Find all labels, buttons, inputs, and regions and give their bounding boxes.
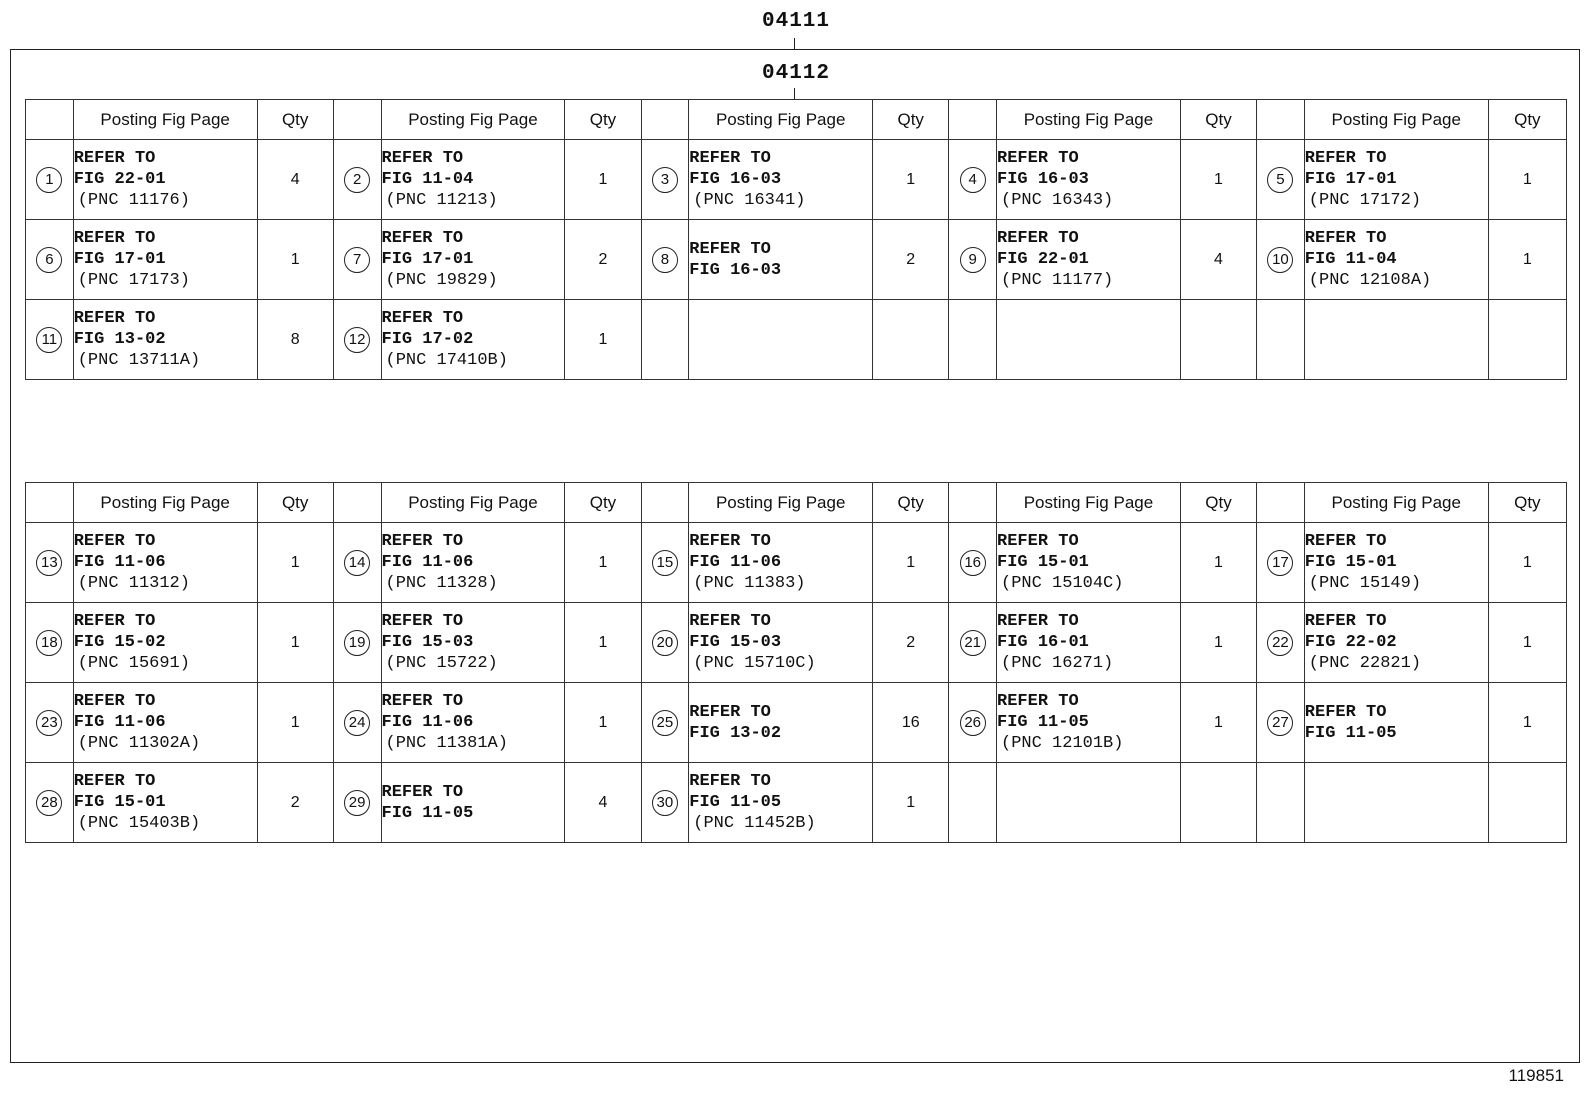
header-posting-fig-page: Posting Fig Page [997, 100, 1181, 140]
qty-cell [1488, 763, 1566, 843]
item-number-badge: 11 [36, 327, 62, 353]
header-number-cell [26, 483, 74, 523]
figure-id: 119851 [1508, 1066, 1564, 1085]
reference-cell [1304, 683, 1488, 763]
qty-cell: 1 [257, 603, 333, 683]
item-number-badge: 12 [344, 327, 370, 353]
reference-cell [381, 683, 565, 763]
header-qty: Qty [257, 483, 333, 523]
qty-cell: 1 [1180, 683, 1256, 763]
item-number-cell [641, 763, 689, 843]
pnc-text: (PNC 11312) [77, 574, 190, 593]
reference-table-2 [25, 482, 1567, 843]
reference-cell [997, 603, 1181, 683]
header-posting-fig-page: Posting Fig Page [381, 100, 565, 140]
reference-cell [73, 763, 257, 843]
pnc-text: (PNC 15691) [77, 654, 190, 673]
qty-cell: 1 [1488, 603, 1566, 683]
fig-page-text: FIG 11-06 [689, 553, 782, 572]
item-number-badge: 18 [36, 630, 62, 656]
qty-cell: 2 [257, 763, 333, 843]
qty-cell: 1 [257, 220, 333, 300]
fig-page-text: FIG 11-04 [1304, 250, 1397, 269]
reference-cell [381, 603, 565, 683]
reference-cell [689, 300, 873, 380]
refer-to-text: REFER TO [1304, 149, 1387, 168]
header-qty: Qty [565, 483, 641, 523]
item-number-badge: 5 [1267, 167, 1293, 193]
header-posting-fig-page: Posting Fig Page [997, 483, 1181, 523]
refer-to-text: REFER TO [73, 149, 156, 168]
header-row [26, 100, 1567, 140]
qty-cell [1180, 300, 1256, 380]
pnc-text: (PNC 17173) [77, 271, 190, 290]
reference-cell [689, 523, 873, 603]
header-qty: Qty [565, 100, 641, 140]
refer-to-text: REFER TO [997, 692, 1079, 711]
header-number-cell [26, 100, 74, 140]
table-row [26, 300, 1567, 380]
qty-cell: 1 [873, 140, 949, 220]
item-number-badge: 4 [960, 167, 986, 193]
fig-page-text: FIG 17-02 [381, 330, 474, 349]
item-number-cell [949, 683, 997, 763]
table-row [26, 683, 1567, 763]
reference-cell [997, 220, 1181, 300]
refer-to-text: REFER TO [73, 532, 156, 551]
reference-cell [1304, 763, 1488, 843]
pnc-text: (PNC 12101B) [1001, 734, 1124, 753]
refer-to-text: REFER TO [73, 772, 156, 791]
header-qty: Qty [873, 100, 949, 140]
pnc-text: (PNC 17410B) [385, 351, 508, 370]
fig-page-text: FIG 15-03 [689, 633, 782, 652]
item-number-cell [641, 603, 689, 683]
refer-to-text: REFER TO [381, 532, 464, 551]
refer-to-text: REFER TO [1304, 612, 1387, 631]
reference-cell [997, 763, 1181, 843]
fig-page-text: FIG 16-03 [997, 170, 1089, 189]
fig-page-text: FIG 15-01 [73, 793, 166, 812]
pnc-text: (PNC 11452B) [693, 814, 816, 833]
assembly-code: 04111 [762, 10, 831, 33]
reference-cell [73, 603, 257, 683]
fig-page-text: FIG 22-01 [997, 250, 1089, 269]
item-number-cell [641, 300, 689, 380]
header-qty: Qty [1488, 100, 1566, 140]
item-number-cell [333, 683, 381, 763]
header-number-cell [641, 483, 689, 523]
refer-to-text: REFER TO [381, 612, 464, 631]
reference-cell [997, 523, 1181, 603]
reference-cell [1304, 140, 1488, 220]
reference-cell [997, 300, 1181, 380]
header-number-cell [1257, 100, 1305, 140]
refer-to-text: REFER TO [689, 532, 771, 551]
item-number-cell [1257, 220, 1305, 300]
fig-page-text: FIG 16-03 [689, 260, 782, 280]
subassembly-code: 04112 [762, 62, 831, 85]
fig-page-text: FIG 15-01 [1304, 553, 1397, 572]
header-posting-fig-page: Posting Fig Page [1304, 100, 1488, 140]
header-qty: Qty [1180, 483, 1256, 523]
qty-cell: 1 [1488, 220, 1566, 300]
refer-to-text: REFER TO [997, 612, 1079, 631]
fig-page-text: FIG 15-01 [997, 553, 1089, 572]
item-number-badge: 26 [960, 710, 986, 736]
item-number-cell [1257, 523, 1305, 603]
item-number-badge: 19 [344, 630, 370, 656]
header-posting-fig-page: Posting Fig Page [381, 483, 565, 523]
reference-cell [689, 603, 873, 683]
refer-to-text: REFER TO [381, 692, 464, 711]
refer-to-text: REFER TO [689, 239, 771, 259]
refer-to-text: REFER TO [689, 772, 771, 791]
item-number-cell [26, 683, 74, 763]
reference-cell [381, 220, 565, 300]
reference-cell [997, 140, 1181, 220]
item-number-badge: 27 [1267, 710, 1293, 736]
pnc-text: (PNC 22821) [1308, 654, 1422, 673]
header-qty: Qty [873, 483, 949, 523]
fig-page-text: FIG 22-02 [1304, 633, 1397, 652]
table-row [26, 603, 1567, 683]
header-posting-fig-page: Posting Fig Page [73, 100, 257, 140]
reference-cell [689, 140, 873, 220]
item-number-cell [26, 523, 74, 603]
header-qty: Qty [257, 100, 333, 140]
header-number-cell [949, 483, 997, 523]
reference-cell [381, 300, 565, 380]
refer-to-text: REFER TO [997, 532, 1079, 551]
qty-cell: 1 [1488, 140, 1566, 220]
item-number-badge: 17 [1267, 550, 1293, 576]
item-number-badge: 22 [1267, 630, 1293, 656]
item-number-cell [26, 763, 74, 843]
reference-cell [1304, 603, 1488, 683]
table-row [26, 763, 1567, 843]
qty-cell: 2 [873, 603, 949, 683]
item-number-cell [333, 140, 381, 220]
refer-to-text: REFER TO [73, 692, 156, 711]
qty-cell: 4 [565, 763, 641, 843]
header-number-cell [949, 100, 997, 140]
qty-cell: 1 [565, 140, 641, 220]
item-number-cell [1257, 603, 1305, 683]
refer-to-text: REFER TO [1304, 532, 1387, 551]
refer-to-text: REFER TO [689, 702, 771, 722]
qty-cell [1180, 763, 1256, 843]
item-number-cell [333, 763, 381, 843]
item-number-cell [641, 683, 689, 763]
fig-page-text: FIG 15-02 [73, 633, 166, 652]
pnc-text: (PNC 13711A) [77, 351, 201, 370]
item-number-badge: 8 [652, 247, 678, 273]
item-number-badge: 3 [652, 167, 678, 193]
pnc-text: (PNC 11383) [693, 574, 806, 593]
header-posting-fig-page: Posting Fig Page [73, 483, 257, 523]
fig-page-text: FIG 11-05 [381, 803, 474, 823]
qty-cell: 1 [565, 683, 641, 763]
qty-cell: 1 [565, 523, 641, 603]
qty-cell: 1 [257, 523, 333, 603]
qty-cell: 1 [1180, 603, 1256, 683]
item-number-cell [641, 140, 689, 220]
qty-cell: 1 [873, 763, 949, 843]
subassembly-leader-line [794, 88, 795, 99]
fig-page-text: FIG 17-01 [1304, 170, 1397, 189]
refer-to-text: REFER TO [73, 309, 156, 328]
item-number-cell [641, 523, 689, 603]
reference-cell [73, 683, 257, 763]
fig-page-text: FIG 13-02 [689, 723, 782, 743]
item-number-badge: 23 [36, 710, 62, 736]
header-number-cell [641, 100, 689, 140]
item-number-cell [949, 523, 997, 603]
reference-cell [689, 683, 873, 763]
qty-cell [1488, 300, 1566, 380]
reference-cell [381, 763, 565, 843]
header-number-cell [333, 100, 381, 140]
header-qty: Qty [1488, 483, 1566, 523]
header-number-cell [333, 483, 381, 523]
assembly-leader-line [794, 38, 795, 49]
qty-cell: 1 [1180, 523, 1256, 603]
fig-page-text: FIG 11-06 [73, 713, 166, 732]
item-number-badge: 2 [344, 167, 370, 193]
qty-cell: 1 [1180, 140, 1256, 220]
qty-cell: 1 [565, 300, 641, 380]
fig-page-text: FIG 16-03 [689, 170, 782, 189]
header-qty: Qty [1180, 100, 1256, 140]
item-number-badge: 30 [652, 790, 678, 816]
reference-cell [381, 140, 565, 220]
reference-cell [689, 220, 873, 300]
fig-page-text: FIG 11-06 [381, 553, 474, 572]
item-number-badge: 9 [960, 247, 986, 273]
item-number-cell [949, 603, 997, 683]
item-number-cell [1257, 683, 1305, 763]
item-number-badge: 25 [652, 710, 678, 736]
item-number-cell [641, 220, 689, 300]
item-number-cell [949, 763, 997, 843]
fig-page-text: FIG 16-01 [997, 633, 1089, 652]
fig-page-text: FIG 15-03 [381, 633, 474, 652]
reference-cell [1304, 220, 1488, 300]
qty-cell: 16 [873, 683, 949, 763]
item-number-badge: 24 [344, 710, 370, 736]
item-number-badge: 14 [344, 550, 370, 576]
item-number-cell [333, 523, 381, 603]
item-number-badge: 29 [344, 790, 370, 816]
pnc-text: (PNC 11328) [385, 574, 498, 593]
item-number-cell [333, 300, 381, 380]
qty-cell: 1 [873, 523, 949, 603]
refer-to-text: REFER TO [381, 782, 464, 802]
refer-to-text: REFER TO [689, 612, 771, 631]
item-number-badge: 13 [36, 550, 62, 576]
item-number-cell [333, 220, 381, 300]
pnc-text: (PNC 16271) [1001, 654, 1114, 673]
pnc-text: (PNC 17172) [1308, 191, 1422, 210]
pnc-text: (PNC 15149) [1308, 574, 1422, 593]
item-number-badge: 16 [960, 550, 986, 576]
pnc-text: (PNC 11381A) [385, 734, 508, 753]
pnc-text: (PNC 16341) [693, 191, 806, 210]
item-number-cell [26, 300, 74, 380]
item-number-cell [1257, 140, 1305, 220]
pnc-text: (PNC 19829) [385, 271, 498, 290]
reference-cell [73, 220, 257, 300]
pnc-text: (PNC 11213) [385, 191, 498, 210]
refer-to-text: REFER TO [997, 229, 1079, 248]
reference-cell [381, 523, 565, 603]
item-number-badge: 10 [1267, 247, 1293, 273]
refer-to-text: REFER TO [1304, 702, 1387, 722]
refer-to-text: REFER TO [73, 229, 156, 248]
qty-cell: 4 [257, 140, 333, 220]
item-number-badge: 1 [36, 167, 62, 193]
pnc-text: (PNC 11176) [77, 191, 190, 210]
fig-page-text: FIG 17-01 [73, 250, 166, 269]
qty-cell: 2 [873, 220, 949, 300]
pnc-text: (PNC 12108A) [1308, 271, 1432, 290]
header-posting-fig-page: Posting Fig Page [1304, 483, 1488, 523]
table-row [26, 220, 1567, 300]
item-number-badge: 21 [960, 630, 986, 656]
item-number-cell [949, 300, 997, 380]
fig-page-text: FIG 11-05 [689, 793, 782, 812]
pnc-text: (PNC 16343) [1001, 191, 1114, 210]
refer-to-text: REFER TO [381, 229, 464, 248]
pnc-text: (PNC 15710C) [693, 654, 816, 673]
fig-page-text: FIG 11-05 [997, 713, 1089, 732]
header-posting-fig-page: Posting Fig Page [689, 483, 873, 523]
refer-to-text: REFER TO [1304, 229, 1387, 248]
pnc-text: (PNC 11177) [1001, 271, 1114, 290]
fig-page-text: FIG 22-01 [73, 170, 166, 189]
reference-table-1 [25, 99, 1567, 380]
refer-to-text: REFER TO [381, 149, 464, 168]
item-number-cell [26, 140, 74, 220]
refer-to-text: REFER TO [381, 309, 464, 328]
item-number-cell [949, 140, 997, 220]
refer-to-text: REFER TO [997, 149, 1079, 168]
reference-cell [73, 140, 257, 220]
item-number-cell [1257, 763, 1305, 843]
qty-cell [873, 300, 949, 380]
qty-cell: 8 [257, 300, 333, 380]
item-number-badge: 6 [36, 247, 62, 273]
fig-page-text: FIG 11-06 [381, 713, 474, 732]
reference-cell [73, 300, 257, 380]
qty-cell: 2 [565, 220, 641, 300]
item-number-cell [333, 603, 381, 683]
pnc-text: (PNC 15403B) [77, 814, 201, 833]
pnc-text: (PNC 11302A) [77, 734, 201, 753]
table-row [26, 140, 1567, 220]
item-number-badge: 7 [344, 247, 370, 273]
reference-cell [1304, 523, 1488, 603]
fig-page-text: FIG 13-02 [73, 330, 166, 349]
qty-cell: 1 [1488, 523, 1566, 603]
reference-cell [1304, 300, 1488, 380]
item-number-cell [26, 220, 74, 300]
refer-to-text: REFER TO [689, 149, 771, 168]
item-number-badge: 15 [652, 550, 678, 576]
fig-page-text: FIG 11-04 [381, 170, 474, 189]
qty-cell: 1 [257, 683, 333, 763]
item-number-cell [949, 220, 997, 300]
qty-cell: 1 [565, 603, 641, 683]
header-row [26, 483, 1567, 523]
reference-cell [997, 683, 1181, 763]
qty-cell: 1 [1488, 683, 1566, 763]
item-number-cell [26, 603, 74, 683]
header-number-cell [1257, 483, 1305, 523]
reference-cell [73, 523, 257, 603]
header-posting-fig-page: Posting Fig Page [689, 100, 873, 140]
fig-page-text: FIG 17-01 [381, 250, 474, 269]
refer-to-text: REFER TO [73, 612, 156, 631]
reference-cell [689, 763, 873, 843]
item-number-badge: 20 [652, 630, 678, 656]
item-number-badge: 28 [36, 790, 62, 816]
item-number-cell [1257, 300, 1305, 380]
fig-page-text: FIG 11-05 [1304, 723, 1397, 743]
qty-cell: 4 [1180, 220, 1256, 300]
table-row [26, 523, 1567, 603]
pnc-text: (PNC 15104C) [1001, 574, 1124, 593]
fig-page-text: FIG 11-06 [73, 553, 166, 572]
pnc-text: (PNC 15722) [385, 654, 498, 673]
